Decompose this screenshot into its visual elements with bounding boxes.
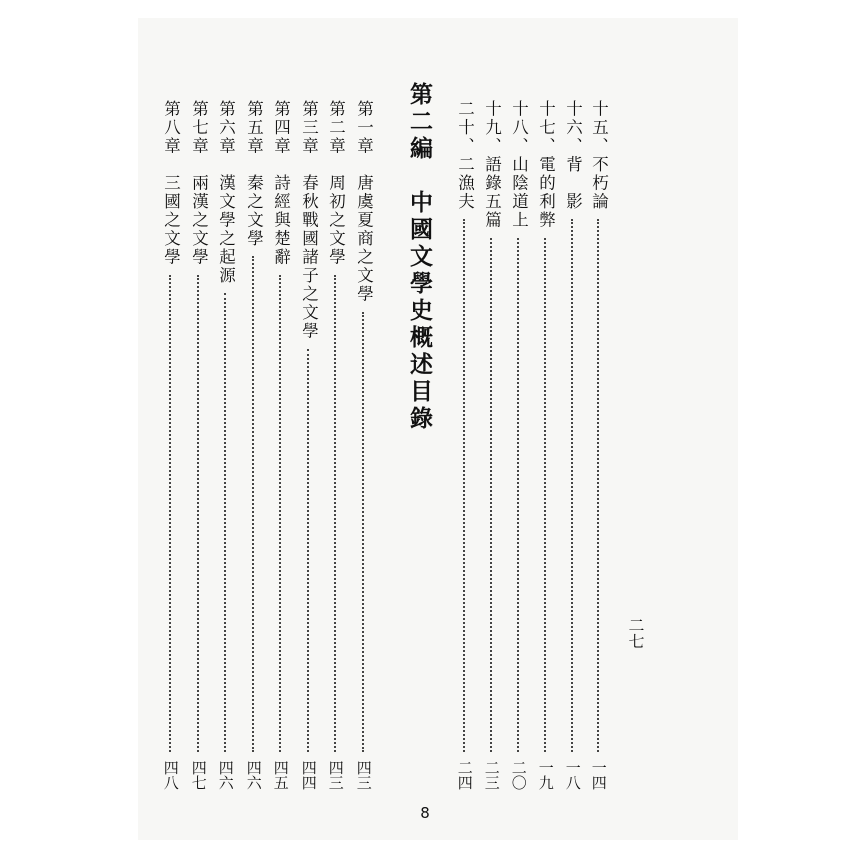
chapter-page: 四六 — [244, 760, 263, 790]
toc-entry — [483, 100, 500, 790]
entry-page: 二四 — [455, 760, 474, 790]
entry-title: 二十、二漁夫 — [455, 100, 475, 211]
dot-leader — [571, 219, 573, 752]
chapter-page: 四八 — [161, 760, 180, 790]
chapter-title: 第一章 唐虞夏商之文學 — [354, 100, 374, 304]
chapter-page: 四五 — [271, 760, 290, 790]
dot-leader — [544, 238, 546, 753]
entry-title: 十八、山陰道上 — [509, 100, 529, 230]
entry-title: 十九、語錄五篇 — [482, 100, 502, 230]
entry-page: 一九 — [536, 760, 555, 790]
chapter-title: 第三章 春秋戰國諸子之文學 — [299, 100, 319, 341]
dot-leader — [517, 238, 519, 753]
chapter-page: 四七 — [189, 760, 208, 790]
chapter-page: 四六 — [216, 760, 235, 790]
dot-leader — [597, 219, 599, 752]
dot-leader — [490, 238, 492, 753]
dot-leader — [252, 256, 254, 752]
page-number: 8 — [420, 804, 430, 822]
chapter-title: 第六章 漢文學之起源 — [216, 100, 236, 285]
side-page-number: 二七 — [626, 617, 645, 649]
dot-leader — [307, 349, 309, 753]
chapter-title: 第二章 周初之文學 — [326, 100, 346, 267]
chapter-title: 第五章 秦之文學 — [244, 100, 264, 248]
chapter-page: 四三 — [354, 760, 373, 790]
toc-chapter — [217, 100, 234, 790]
chapter-title: 第八章 三國之文學 — [161, 100, 181, 267]
chapter-page: 四四 — [299, 760, 318, 790]
dot-leader — [169, 275, 171, 753]
toc-entry — [564, 100, 581, 790]
toc-chapter — [327, 100, 344, 790]
chapter-title: 第四章 詩經與楚辭 — [271, 100, 291, 267]
toc-entry — [456, 100, 473, 790]
toc-entry — [510, 100, 527, 790]
dot-leader — [279, 275, 281, 753]
dot-leader — [463, 219, 465, 752]
chapter-title: 第七章 兩漢之文學 — [189, 100, 209, 267]
dot-leader — [197, 275, 199, 753]
dot-leader — [362, 312, 364, 753]
dot-leader — [224, 293, 226, 752]
toc-chapter — [190, 100, 207, 790]
toc-chapter — [245, 100, 262, 790]
entry-title: 十七、電的利弊 — [536, 100, 556, 230]
toc-chapter — [272, 100, 289, 790]
entry-page: 二三 — [482, 760, 501, 790]
toc-chapter — [355, 100, 372, 790]
toc-chapter — [300, 100, 317, 790]
dot-leader — [334, 275, 336, 753]
entry-title: 十六、背 影 — [563, 100, 583, 211]
toc-entry — [590, 100, 607, 790]
entry-page: 一八 — [563, 760, 582, 790]
entry-page: 二〇 — [509, 760, 528, 790]
toc-chapter — [162, 100, 179, 790]
entry-page: 一四 — [589, 760, 608, 790]
chapter-page: 四三 — [326, 760, 345, 790]
toc-entry — [537, 100, 554, 790]
section-title: 第二編 中國文學史概述目錄 — [406, 82, 433, 433]
entry-title: 十五、不朽論 — [589, 100, 609, 211]
